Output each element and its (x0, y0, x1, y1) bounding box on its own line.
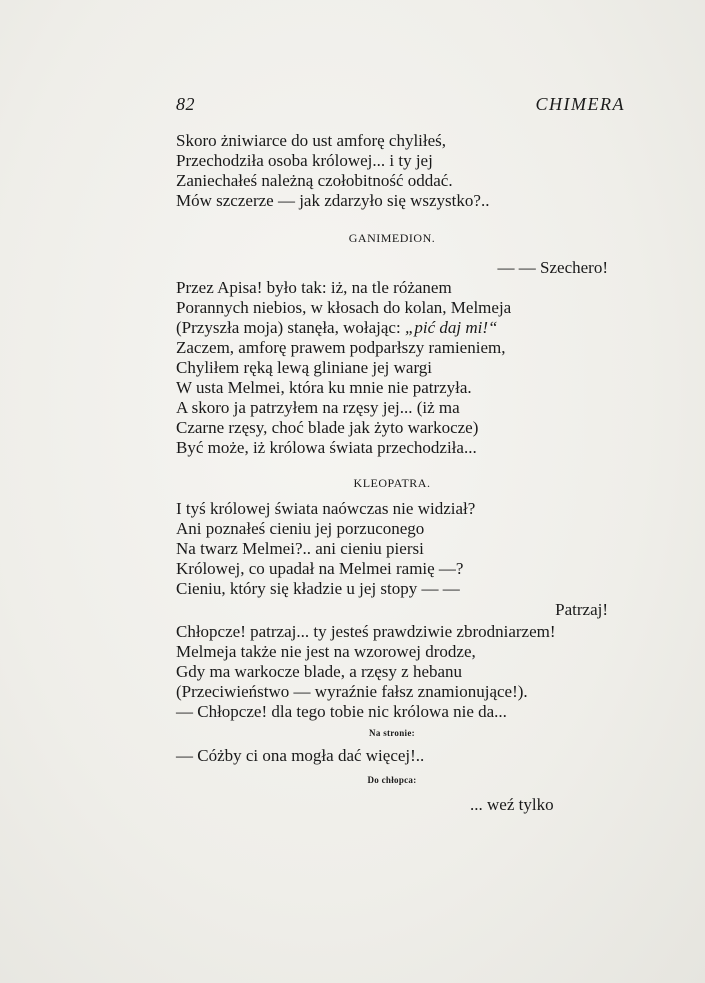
verse-line: Cieniu, który się kładzie u jej stopy — — (176, 579, 460, 598)
speaker-name: GANIMEDION. (348, 231, 436, 245)
verse-line: Czarne rzęsy, choć blade jak żyto warkocze) (176, 418, 479, 437)
right-line-1-block (176, 258, 608, 278)
stanza-4 (176, 622, 608, 722)
verse-line: I tyś królowej świata naówczas nie widział? (176, 499, 476, 518)
right-line-2-block (176, 600, 608, 620)
speaker-ganimedion-block (176, 231, 608, 246)
running-title: CHIMERA (535, 94, 625, 114)
verse-line: Skoro żniwiarce do ust amforę chyliłeś, (176, 131, 447, 150)
final-line-block (470, 795, 610, 815)
verse-line: — Chłopcze! dla tego tobie nic królowa nie da... (176, 702, 507, 721)
verse-line: Gdy ma warkocze blade, a rzęsy z hebanu (176, 662, 463, 681)
aside-block (176, 746, 608, 766)
verse-line: Melmeja także nie jest na wzorowej drodze, (176, 642, 476, 661)
verse-line: Ani poznałeś cieniu jej porzuconego (176, 519, 425, 538)
stage-direction: Na stronie: (369, 728, 415, 738)
verse-line: Zaniechałeś należną czołobitność oddać. (176, 171, 453, 190)
verse-line: Mów szczerze — jak zdarzyło się wszystko?.. (176, 191, 490, 210)
verse-text: (Przyszła moja) stanęła, wołając: (176, 318, 405, 337)
stage-direction-2-block (176, 775, 608, 785)
stanza-3 (176, 499, 608, 599)
verse-line: — Cóżby ci ona mogła dać więcej!.. (176, 746, 425, 765)
stage-direction: Do chłopca: (367, 775, 417, 785)
verse-line: W usta Melmei, która ku mnie nie patrzyła. (176, 378, 472, 397)
speaker-name: KLEOPATRA. (353, 476, 431, 490)
page-number: 82 (176, 94, 195, 114)
verse-line: (Przeciwieństwo — wyraźnie fałsz znamionujące!). (176, 682, 528, 701)
verse-line: Porannych niebios, w kłosach do kolan, Melmeja (176, 298, 512, 317)
verse-line: ... weź tylko (470, 795, 554, 814)
verse-line: Chyliłem ręką lewą gliniane jej wargi (176, 358, 433, 377)
verse-line: Chłopcze! patrzaj... ty jesteś prawdziwie zbrodniarzem! (176, 622, 556, 641)
verse-line-right: Patrzaj! (555, 600, 608, 619)
verse-line (176, 318, 608, 338)
stanza-1 (176, 131, 608, 211)
verse-line: Przez Apisa! było tak: iż, na tle różanem (176, 278, 452, 297)
speaker-kleopatra-block (176, 476, 608, 491)
verse-line: Na twarz Melmei?.. ani cieniu piersi (176, 539, 424, 558)
verse-line: A skoro ja patrzyłem na rzęsy jej... (iż ma (176, 398, 460, 417)
verse-line: Królowej, co upadał na Melmei ramię —? (176, 559, 464, 578)
stanza-2 (176, 278, 608, 458)
verse-line: Przechodziła osoba królowej... i ty jej (176, 151, 433, 170)
verse-line: Być może, iż królowa świata przechodziła... (176, 438, 477, 457)
stage-direction-1-block (176, 728, 608, 738)
verse-line: Zaczem, amforę prawem podparłszy ramieniem, (176, 338, 506, 357)
verse-line-right: — — Szechero! (497, 258, 608, 277)
quoted-speech: „pić daj mi!“ (404, 318, 498, 337)
